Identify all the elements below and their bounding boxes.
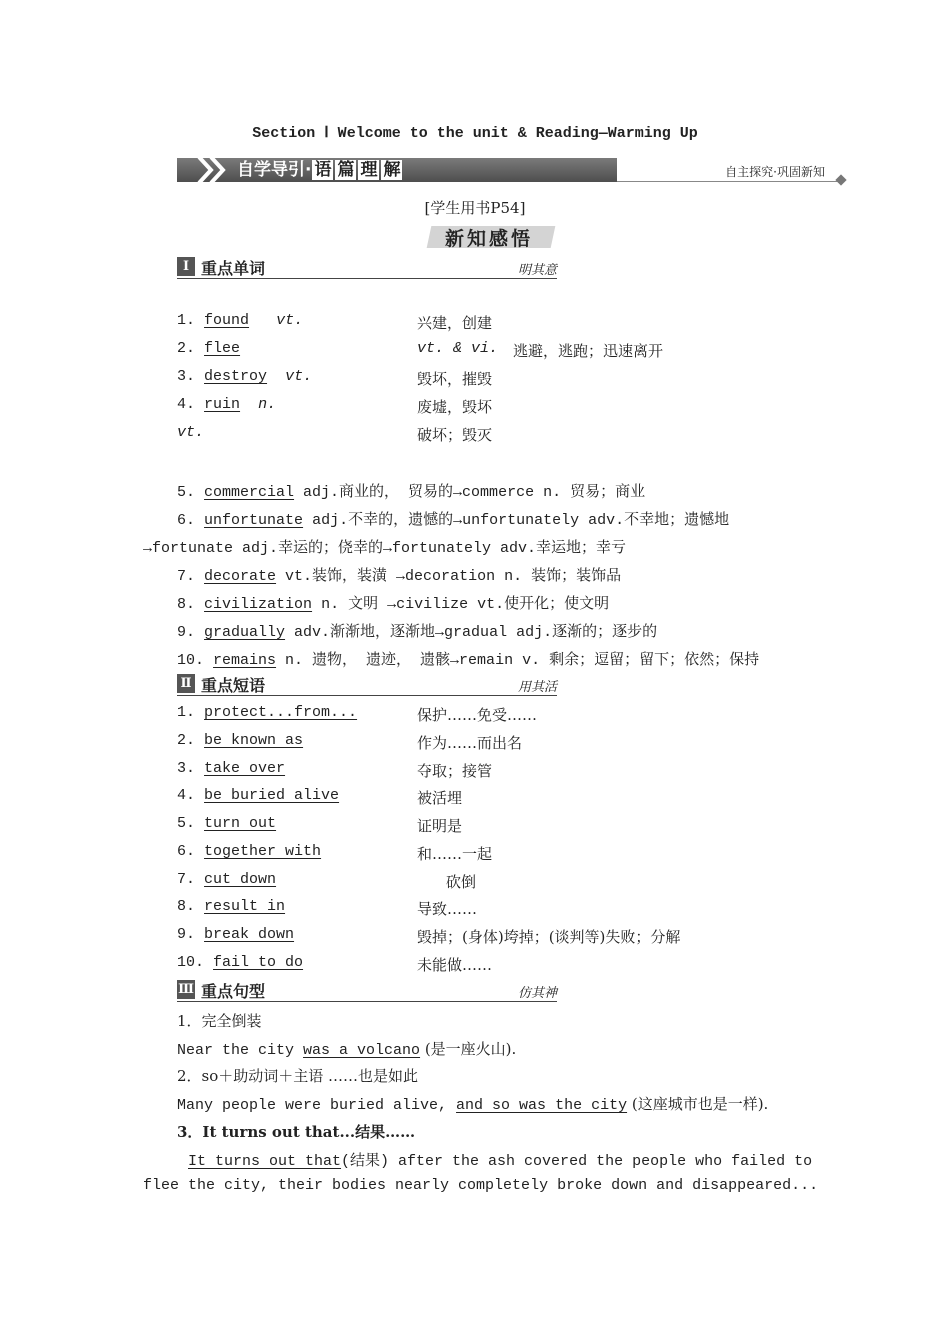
answer-phrase: was a volcano (303, 1042, 421, 1059)
list-item: 1. found vt. (177, 312, 304, 329)
subheading (425, 222, 555, 250)
answer-word: found (204, 312, 250, 329)
word-pos: vt. (177, 424, 205, 441)
word-meaning: 兴建，创建 (417, 314, 493, 332)
list-item: 10. fail to do (177, 954, 304, 971)
list-item: 3. destroy vt. (177, 368, 313, 385)
answer-word: flee (204, 340, 241, 357)
section-tag: 明其意 (517, 263, 557, 278)
list-item: 7. decorate vt.装饰，装潢 →decoration n. 装饰；装饰品 (177, 568, 622, 585)
answer-phrase: result in (204, 898, 286, 915)
banner-right-label: 自主探究·巩固新知 (725, 165, 825, 179)
banner-dot: · (305, 160, 312, 180)
example-sentence: Near the city was a volcano (是一座火山). (177, 1040, 517, 1059)
subheading-text: 新知感悟 (445, 228, 534, 250)
book-reference: [学生用书P54] (424, 199, 526, 217)
word-meaning: 废墟，毁坏 (417, 398, 493, 416)
answer-phrase: cut down (204, 871, 277, 888)
answer-word: civilization (204, 596, 313, 613)
banner-box-2: 篇 (337, 160, 355, 180)
pattern-heading: 1．完全倒装 (177, 1012, 262, 1030)
phrase-meaning: 未能做…… (417, 956, 493, 974)
section-header-sentences (177, 979, 557, 1002)
answer-word: destroy (204, 368, 268, 385)
list-item-continuation: →fortunate adj.幸运的；侥幸的→fortunately adv.幸运地；幸亏 (143, 540, 627, 557)
answer-phrase: be known as (204, 732, 304, 749)
banner-left-label: 自学导引 (237, 160, 305, 180)
banner-box-4: 解 (383, 160, 401, 180)
section-name: 重点句型 (201, 982, 266, 1001)
section-banner (177, 155, 845, 185)
phrase-meaning: 被活埋 (417, 789, 463, 807)
section-number: Ⅲ (178, 982, 194, 997)
list-item: 6. unfortunate adj.不幸的，遗憾的→unfortunately adv.不幸地；遗憾地 (177, 512, 730, 529)
answer-phrase: and so was the city (456, 1097, 628, 1114)
section-name: 重点单词 (201, 259, 266, 278)
word-meaning: 逃避，逃跑；迅速离开 (513, 342, 664, 360)
list-item: 9. break down (177, 926, 295, 943)
section-tag: 仿其神 (517, 986, 557, 1001)
phrase-meaning: 砍倒 (446, 873, 477, 891)
example-sentence: It turns out that(结果) after the ash covered the people who failed to (188, 1153, 813, 1170)
phrase-meaning: 毁掉；(身体)垮掉；(谈判等)失败；分解 (417, 928, 681, 946)
double-chevron-icon (195, 155, 235, 185)
list-item: 8. result in (177, 898, 286, 915)
section-header-words (177, 256, 557, 279)
section-number: Ⅱ (177, 674, 195, 693)
answer-word: gradually (204, 624, 286, 641)
section-tag: 用其活 (517, 680, 557, 695)
banner-underline (617, 181, 839, 182)
list-item: 6. together with (177, 843, 322, 860)
list-item: 2. flee (177, 340, 241, 357)
list-item: 2. be known as (177, 732, 304, 749)
banner-label (237, 158, 403, 182)
pattern-heading: 3．It turns out that...结果…… (177, 1123, 416, 1141)
list-item: 4. be buried alive (177, 787, 340, 804)
list-item: 10. remains n. 遗物， 遗迹， 遗骸→remain v. 剩余；逗留；留下；依然；保持 (177, 652, 760, 669)
word-meaning: 破坏；毁灭 (417, 426, 493, 444)
answer-word: decorate (204, 568, 277, 585)
phrase-meaning: 和……一起 (417, 845, 493, 863)
diamond-icon (835, 174, 846, 185)
section-name: 重点短语 (201, 676, 266, 695)
answer-phrase: take over (204, 760, 286, 777)
answer-phrase: turn out (204, 815, 277, 832)
phrase-meaning: 保护……免受…… (417, 706, 538, 724)
answer-phrase: break down (204, 926, 295, 943)
list-item: 1. protect...from... (177, 704, 358, 721)
answer-word: remains (213, 652, 277, 669)
word-meaning: 毁坏，摧毁 (417, 370, 493, 388)
phrase-meaning: 作为……而出名 (417, 734, 523, 752)
list-item: 7. cut down (177, 871, 277, 888)
list-item: 3. take over (177, 760, 286, 777)
answer-phrase: protect...from... (204, 704, 358, 721)
answer-word: commercial (204, 484, 295, 501)
section-header-phrases (177, 673, 557, 696)
list-item: 4. ruin n. (177, 396, 277, 413)
answer-phrase: It turns out that (188, 1153, 342, 1170)
list-item: 8. civilization n. 文明 →civilize vt.使开化；使文明 (177, 596, 610, 613)
answer-phrase: together with (204, 843, 322, 860)
example-sentence: Many people were buried alive, and so was the city (这座城市也是一样). (177, 1095, 769, 1114)
list-item: 5. commercial adj.商业的， 贸易的→commerce n. 贸易；商业 (177, 484, 646, 501)
word-pos: vt. & vi. (417, 340, 499, 357)
phrase-meaning: 导致…… (417, 900, 478, 918)
answer-phrase: fail to do (213, 954, 304, 971)
answer-word: ruin (204, 396, 241, 413)
page-title: Section Ⅰ Welcome to the unit & Reading—Warming Up (252, 125, 698, 142)
banner-box-1: 语 (314, 160, 332, 180)
phrase-meaning: 证明是 (417, 817, 463, 835)
banner-box-3: 理 (360, 160, 378, 180)
section-number: Ⅰ (177, 257, 195, 276)
pattern-heading: 2．so＋助动词＋主语 ……也是如此 (177, 1067, 419, 1085)
list-item: 9. gradually adv.渐渐地，逐渐地→gradual adj.逐渐的；逐步的 (177, 624, 658, 641)
answer-word: unfortunate (204, 512, 304, 529)
phrase-meaning: 夺取；接管 (417, 762, 493, 780)
example-sentence-continuation: flee the city, their bodies nearly completely broke down and disappeared... (143, 1177, 819, 1194)
list-item: 5. turn out (177, 815, 277, 832)
answer-phrase: be buried alive (204, 787, 340, 804)
